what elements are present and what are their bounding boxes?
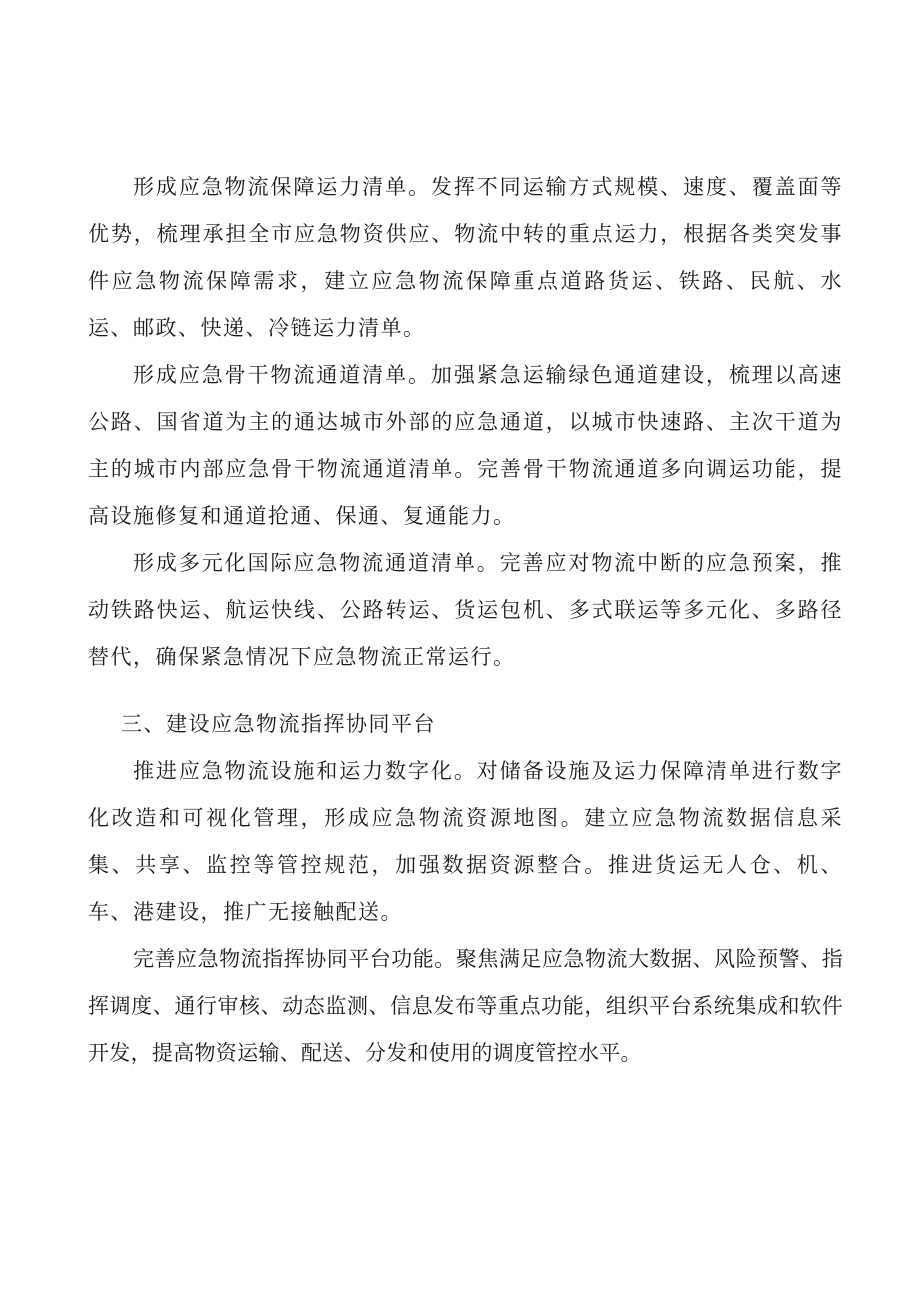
paragraph-international-channel-list: 形成多元化国际应急物流通道清单。完善应对物流中断的应急预案，推动铁路快运、航运快线、公路转运、货运包机、多式联运等多元化、多路径替代，确保紧急情况下应急物流正常运行。 [88, 551, 843, 669]
document-body [88, 164, 843, 1077]
paragraph-command-platform: 完善应急物流指挥协同平台功能。聚焦满足应急物流大数据、风险预警、指挥调度、通行审核、动态监测、信息发布等重点功能，组织平台系统集成和软件开发，提高物资运输、配送、分发和使用的调度管控水平。 [88, 947, 843, 1065]
section-heading: 三、建设应急物流指挥协同平台 [121, 712, 436, 736]
paragraph-transport-capacity-list: 形成应急物流保障运力清单。发挥不同运输方式规模、速度、覆盖面等优势，梳理承担全市应急物资供应、物流中转的重点运力，根据各类突发事件应急物流保障需求，建立应急物流保障重点道路货运、铁路、民航、水运、邮政、快递、冷链运力清单。 [88, 175, 843, 340]
paragraph-backbone-channel-list: 形成应急骨干物流通道清单。加强紧急运输绿色通道建设，梳理以高速公路、国省道为主的通达城市外部的应急通道，以城市快速路、主次干道为主的城市内部应急骨干物流通道清单。完善骨干物流通道多向调运功能，提高设施修复和通道抢通、保通、复通能力。 [88, 363, 843, 528]
paragraph-digitalization: 推进应急物流设施和运力数字化。对储备设施及运力保障清单进行数字化改造和可视化管理，形成应急物流资源地图。建立应急物流数据信息采集、共享、监控等管控规范，加强数据资源整合。推进货运无人仓、机、车、港建设，推广无接触配送。 [88, 759, 843, 924]
